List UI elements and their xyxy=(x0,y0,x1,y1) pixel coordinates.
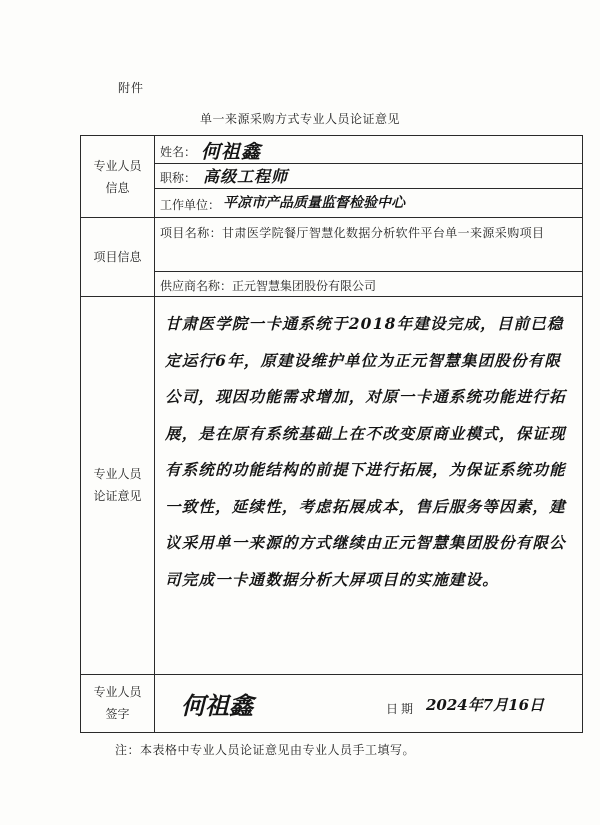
name-label: 姓名： xyxy=(160,145,197,159)
name-value: 何祖鑫 xyxy=(201,141,262,163)
opinion-form xyxy=(80,135,583,733)
supplier-value: 正元智慧集团股份有限公司 xyxy=(232,279,377,293)
position-field xyxy=(160,169,196,186)
signature-value: 何祖鑫 xyxy=(181,691,253,720)
workplace-value: 平凉市产品质量监督检验中心 xyxy=(223,195,405,211)
row-divider-expert xyxy=(81,217,582,218)
date-value: 2024年7月16日 xyxy=(426,696,545,714)
workplace-field xyxy=(160,196,220,213)
row-divider-supplier xyxy=(81,296,582,297)
date-label: 日期 xyxy=(386,702,417,716)
footnote: 注：本表格中专业人员论证意见由专业人员手工填写。 xyxy=(115,743,416,757)
project-name xyxy=(160,223,568,243)
row-divider-project xyxy=(154,271,582,272)
expert-info-label: 专业人员信息 xyxy=(93,158,142,195)
project-info-label: 项目信息 xyxy=(93,249,142,264)
project-name-value: 甘肃医学院餐厅智慧化数据分析软件平台单一来源采购项目 xyxy=(222,226,545,240)
position-label: 职称： xyxy=(160,171,197,185)
workplace-label: 工作单位： xyxy=(160,198,221,212)
position-value: 高级工程师 xyxy=(203,167,289,186)
supplier-field xyxy=(160,277,376,294)
document-title: 单一来源采购方式专业人员论证意见 xyxy=(199,112,400,126)
supplier-label: 供应商名称： xyxy=(160,279,233,293)
signature-label: 专业人员签字 xyxy=(93,685,142,721)
project-name-label: 项目名称： xyxy=(160,226,223,240)
row-divider-position xyxy=(154,188,582,189)
name-field xyxy=(160,143,196,160)
opinion-label: 专业人员论证意见 xyxy=(93,467,142,503)
opinion-text: 甘肃医学院一卡通系统于2018年建设完成，目前已稳定运行6年，原建设维护单位为正元智慧集团股份有限公司，现因功能需求增加，对原一卡通系统功能进行拓展，是在原有系统基础上在不改变原商业模式，保证现有系统的功能结构的前提下进行拓展，为保证系统功能一致性，延续性，考虑拓展成本，售后服务等因素，建议采用单一来源的方式继续由正元智慧集团股份有限公司完成一卡通数据分析大屏项目的实施建设。 xyxy=(165,314,566,589)
row-divider-opinion xyxy=(81,674,582,675)
label-column-divider xyxy=(154,136,155,732)
attachment-label: 附件 xyxy=(118,81,145,95)
